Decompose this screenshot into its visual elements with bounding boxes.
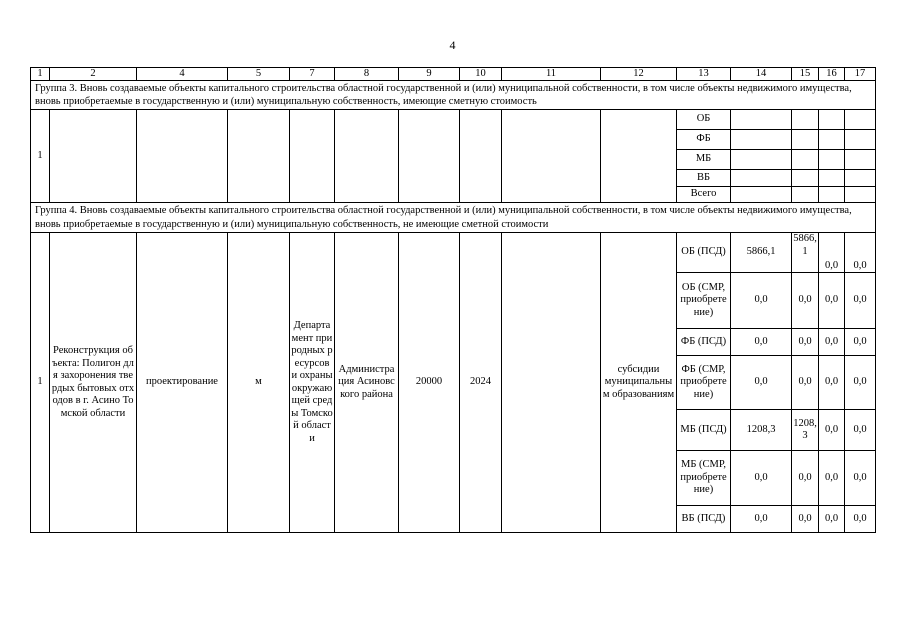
object-name: Реконструкция объекта: Полигон для захоронения твердых бытовых отходов в г. Асино Томской области — [50, 233, 137, 533]
group3-row-number: 1 — [31, 110, 50, 203]
column-header: 7 — [290, 68, 335, 81]
empty-cell — [819, 110, 845, 130]
value-c17: 0,0 — [845, 356, 876, 410]
column-header: 11 — [502, 68, 601, 81]
department: Департамент природных ресурсов и охраны окружающей среды Томской области — [290, 233, 335, 533]
column-header: 2 — [50, 68, 137, 81]
funding-source: ОБ (ПСД) — [677, 233, 731, 273]
value-c14: 0,0 — [731, 451, 792, 506]
empty-cell — [290, 110, 335, 203]
column-header: 4 — [137, 68, 228, 81]
group3-title-row — [31, 81, 876, 110]
value-c15: 0,0 — [792, 356, 819, 410]
unit: м — [228, 233, 290, 533]
value-c16: 0,0 — [819, 329, 845, 356]
group3-row — [31, 110, 876, 130]
column-header: 13 — [677, 68, 731, 81]
empty-cell — [50, 110, 137, 203]
empty-cell — [845, 130, 876, 150]
empty-cell — [137, 110, 228, 203]
empty-cell — [460, 110, 502, 203]
value-c15: 0,0 — [792, 451, 819, 506]
column-header: 1 — [31, 68, 50, 81]
empty-cell — [335, 110, 399, 203]
empty-cell — [601, 110, 677, 203]
empty-cell — [731, 170, 792, 187]
value-c16: 0,0 — [819, 506, 845, 533]
empty-cell — [731, 187, 792, 203]
value-c14: 0,0 — [731, 273, 792, 329]
funding-source: МБ (ПСД) — [677, 410, 731, 451]
column-header: 15 — [792, 68, 819, 81]
value-c16: 0,0 — [819, 356, 845, 410]
value-c14: 0,0 — [731, 506, 792, 533]
empty-cell — [731, 150, 792, 170]
empty-cell — [792, 170, 819, 187]
funding-form: субсидии муниципальным образованиям — [601, 233, 677, 533]
value-c16: 0,0 — [819, 451, 845, 506]
page-number: 4 — [449, 38, 456, 52]
empty-cell — [845, 110, 876, 130]
empty-cell — [792, 130, 819, 150]
value-c16: 0,0 — [819, 273, 845, 329]
funding-source: ФБ (СМР, приобретение) — [677, 356, 731, 410]
empty-cell — [792, 150, 819, 170]
column-number-row — [31, 68, 876, 81]
group3-title: Группа 3. Вновь создаваемые объекты капитального строительства областной государственной и (или) муниципальной собственности, в том числе объекты недвижимого имущества, вновь приобретаемые в государственную и (или) муниципальную собственность, имеющие сметную стоимость — [31, 81, 876, 110]
empty-cell — [845, 170, 876, 187]
administration: Администрация Асиновского района — [335, 233, 399, 533]
value-c16: 0,0 — [819, 233, 845, 273]
empty-cell — [819, 130, 845, 150]
funding-source: ФБ (ПСД) — [677, 329, 731, 356]
year: 2024 — [460, 233, 502, 533]
column-header: 12 — [601, 68, 677, 81]
funding-source: ВБ (ПСД) — [677, 506, 731, 533]
funding-source: МБ (СМР, приобретение) — [677, 451, 731, 506]
empty-cell — [792, 110, 819, 130]
value-c16: 0,0 — [819, 410, 845, 451]
funding-source: ВБ — [677, 170, 731, 187]
funding-source: ОБ — [677, 110, 731, 130]
value-c15: 0,0 — [792, 273, 819, 329]
empty-cell — [502, 110, 601, 203]
group4-row-number: 1 — [31, 233, 50, 533]
value-c14: 0,0 — [731, 329, 792, 356]
column-header: 14 — [731, 68, 792, 81]
empty-cell — [731, 110, 792, 130]
empty-cell — [819, 150, 845, 170]
col11-cell — [502, 233, 601, 533]
column-header: 10 — [460, 68, 502, 81]
value-c15: 1208,3 — [792, 410, 819, 451]
value-c17: 0,0 — [845, 329, 876, 356]
capacity: 20000 — [399, 233, 460, 533]
investment-table — [30, 67, 876, 533]
empty-cell — [228, 110, 290, 203]
value-c17: 0,0 — [845, 233, 876, 273]
value-c17: 0,0 — [845, 273, 876, 329]
empty-cell — [845, 150, 876, 170]
stage: проектирование — [137, 233, 228, 533]
value-c14: 0,0 — [731, 356, 792, 410]
empty-cell — [792, 187, 819, 203]
group4-title: Группа 4. Вновь создаваемые объекты капитального строительства областной государственной и (или) муниципальной собственности, в том числе объекты недвижимого имущества, вновь приобретаемые в государственную и (или) муниципальную собственность, не имеющие сметной стоимости — [31, 203, 876, 233]
column-header: 9 — [399, 68, 460, 81]
group4-row — [31, 233, 876, 273]
empty-cell — [731, 130, 792, 150]
funding-source: МБ — [677, 150, 731, 170]
funding-source: ФБ — [677, 130, 731, 150]
value-c14: 5866,1 — [731, 233, 792, 273]
column-header: 16 — [819, 68, 845, 81]
value-c15: 0,0 — [792, 506, 819, 533]
empty-cell — [819, 170, 845, 187]
empty-cell — [399, 110, 460, 203]
column-header: 5 — [228, 68, 290, 81]
column-header: 17 — [845, 68, 876, 81]
value-c15: 0,0 — [792, 329, 819, 356]
group4-title-row — [31, 203, 876, 233]
funding-source: Всего — [677, 187, 731, 203]
empty-cell — [845, 187, 876, 203]
value-c14: 1208,3 — [731, 410, 792, 451]
value-c17: 0,0 — [845, 506, 876, 533]
empty-cell — [819, 187, 845, 203]
value-c15: 5866,1 — [792, 233, 819, 273]
funding-source: ОБ (СМР, приобретение) — [677, 273, 731, 329]
value-c17: 0,0 — [845, 410, 876, 451]
column-header: 8 — [335, 68, 399, 81]
value-c17: 0,0 — [845, 451, 876, 506]
